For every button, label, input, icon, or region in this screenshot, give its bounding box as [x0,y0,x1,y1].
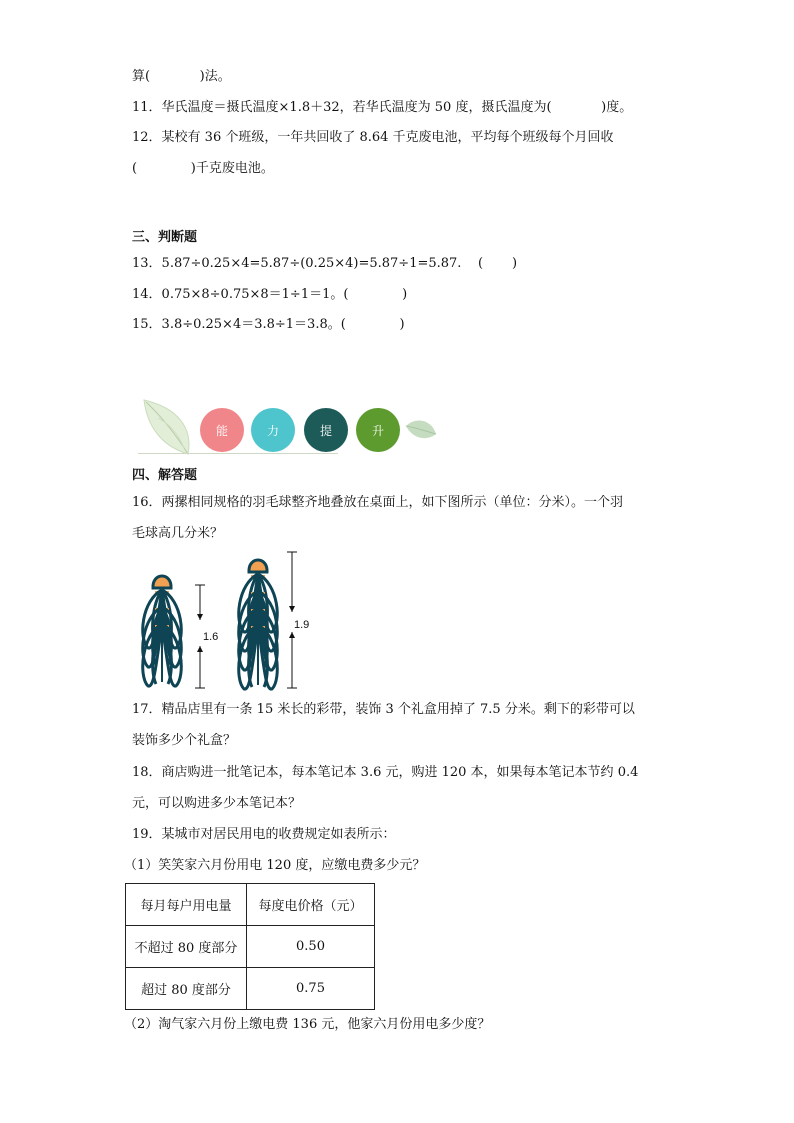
arrow-head [289,606,295,612]
table-cell: 超过 80 度部分 [126,968,247,1010]
question-17-line1: 17．精品店里有一条 15 米长的彩带，装饰 3 个礼盒用掉了 7.5 分米。剩下的彩带可以 [132,702,635,717]
banner-char-4: 升 [371,423,384,438]
question-12-line1: 12．某校有 36 个班级，一年共回收了 8.64 千克废电池，平均每个班级每个月回收 [132,130,614,145]
banner-circle-3 [304,408,348,452]
height-label-right: 1.9 [294,619,310,631]
banner-circle-2 [251,408,295,452]
question-14: 14．0.75×8÷0.75×8＝1÷1＝1。( ) [132,287,408,302]
section-4-heading: 四、解答题 [132,468,198,483]
question-19: 19．某城市对居民用电的收费规定如表所示： [132,827,396,842]
question-18-line1: 18．商店购进一批笔记本，每本笔记本 3.6 元，购进 120 本，如果每本笔记本节约 0.4 [132,765,639,780]
table-row [126,968,375,1010]
question-16-line1: 16．两摞相同规格的羽毛球整齐地叠放在桌面上，如下图所示（单位：分米）。一个羽 [132,495,624,510]
leaf-right-icon [404,416,438,446]
question-12-line2: ( )千克废电池。 [132,161,274,176]
table-header-cell: 每月每户用电量 [126,884,247,926]
question-11: 11．华氏温度＝摄氏温度×1.8＋32，若华氏温度为 50 度，摄氏温度为( )度。 [132,100,633,115]
question-17-line2: 装饰多少个礼盒？ [132,733,237,748]
question-19-part2: （2）淘气家六月份上缴电费 136 元，他家六月份用电多少度？ [124,1017,491,1032]
banner-char-2: 力 [266,423,279,438]
arrow-head [197,614,203,620]
arrow-head [197,646,203,652]
table-cell: 0.50 [247,926,375,968]
question-16-line2: 毛球高几分米？ [132,526,224,541]
banner-circle-4 [356,408,400,452]
table-header-cell: 每度电价格（元） [247,884,375,926]
electricity-fee-table [125,883,375,1010]
arrow-head [289,632,295,638]
question-18-line2: 元，可以购进多少本笔记本？ [132,796,302,811]
leaf-left-icon [138,398,202,456]
banner-char-3: 提 [319,423,332,438]
banner-char-1: 能 [215,423,228,438]
table-header-row [126,884,375,926]
question-13: 13．5.87÷0.25×4=5.87÷(0.25×4)=5.87÷1=5.87. ( ) [132,256,518,271]
height-label-left: 1.6 [203,631,219,643]
question-15: 15．3.8÷0.25×4＝3.8÷1＝3.8。( ) [132,317,405,332]
table-cell: 0.75 [247,968,375,1010]
shuttlecock-cork [249,560,267,572]
shuttlecock-figure [130,548,330,697]
question-10-tail: 算( )法。 [132,69,231,84]
banner-baseline [138,453,338,454]
ability-banner [138,398,438,456]
section-3-heading: 三、判断题 [132,230,198,245]
table-cell: 不超过 80 度部分 [126,926,247,968]
shuttlecock-cork [153,576,171,588]
table-row [126,926,375,968]
banner-circle-1 [200,408,244,452]
question-19-part1: （1）笑笑家六月份用电 120 度，应缴电费多少元？ [124,858,426,873]
